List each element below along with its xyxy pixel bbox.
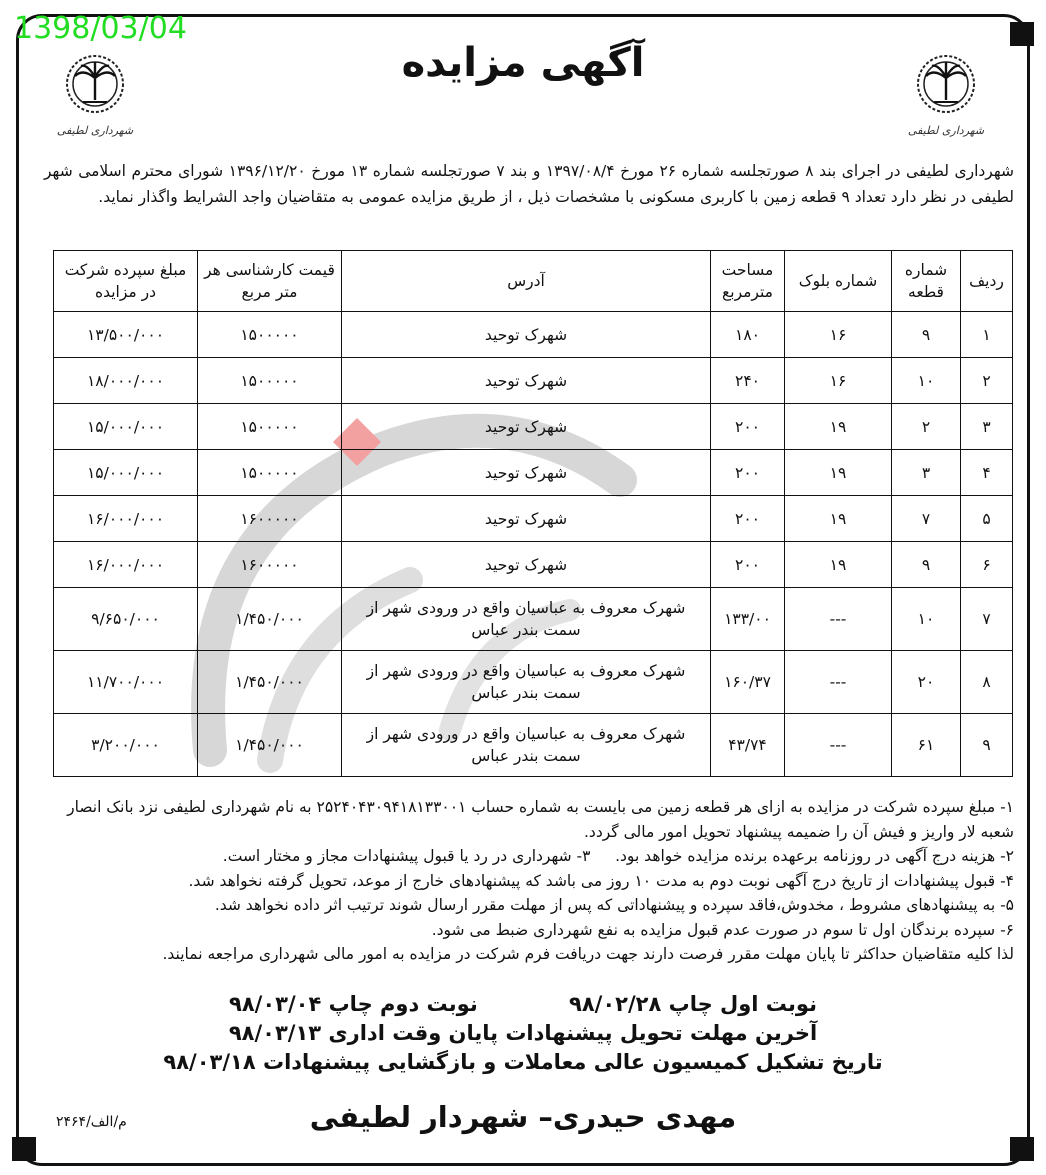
second-print-date: نوبت دوم چاپ ۹۸/۰۳/۰۴ <box>229 992 478 1016</box>
cell-price: ۱۵۰۰۰۰۰ <box>198 404 342 450</box>
terms-notes <box>40 795 1014 967</box>
cell-deposit: ۱۶/۰۰۰/۰۰۰ <box>54 542 198 588</box>
cell-deposit: ۳/۲۰۰/۰۰۰ <box>54 714 198 777</box>
cell-block: ۱۹ <box>785 404 892 450</box>
cell-block: ۱۹ <box>785 496 892 542</box>
cell-address: شهرک معروف به عباسیان واقع در ورودی شهر از سمت بندر عباس <box>342 651 711 714</box>
cell-area: ۴۳/۷۴ <box>711 714 785 777</box>
note-item: ۱- مبلغ سپرده شرکت در مزایده به ازای هر قطعه زمین می بایست به شماره حساب ۲۵۲۴۰۴۳۰۹۴۱۸۱۳۳۰۰۱ به نام شهرداری لطیفی نزد بانک انصار شعبه لار واریز و فیش آن را ضمیمه پیشنهاد تحویل امور مالی گردد. <box>67 798 1014 841</box>
cell-block: --- <box>785 651 892 714</box>
cell-plot: ۲۰ <box>892 651 961 714</box>
header-price: قیمت کارشناسی هر متر مربع <box>198 251 342 312</box>
cell-area: ۲۰۰ <box>711 496 785 542</box>
cell-price: ۱۵۰۰۰۰۰ <box>198 312 342 358</box>
cell-deposit: ۱۵/۰۰۰/۰۰۰ <box>54 404 198 450</box>
table-header-row <box>54 251 1013 312</box>
header-block-number: شماره بلوک <box>785 251 892 312</box>
note-item: ۶- سپرده برندگان اول تا سوم در صورت عدم قبول مزایده به نفع شهرداری ضبط می شود. <box>431 920 1014 939</box>
cell-area: ۲۰۰ <box>711 404 785 450</box>
cell-block: ۱۶ <box>785 358 892 404</box>
cell-price: ۱۵۰۰۰۰۰ <box>198 358 342 404</box>
cell-area: ۱۳۳/۰۰ <box>711 588 785 651</box>
cell-row: ۲ <box>961 358 1013 404</box>
cell-row: ۹ <box>961 714 1013 777</box>
table-row <box>54 714 1013 777</box>
logo-caption: شهرداری لطیفی <box>56 124 134 137</box>
cell-plot: ۱۰ <box>892 588 961 651</box>
cell-address: شهرک توحید <box>342 358 711 404</box>
cell-plot: ۲ <box>892 404 961 450</box>
note-item: ۴- قبول پیشنهادات از تاریخ درج آگهی نوبت دوم به مدت ۱۰ روز می باشد که پیشنهادهای خارج از موعد، تحویل گرفته نخواهد شد. <box>188 871 1014 890</box>
note-item: ۵- به پیشنهادهای مشروط ، مخدوش،فاقد سپرده و پیشنهاداتی که پس از مهلت مقرر ارسال شوند ترتیب اثر داده نخواهد شد. <box>214 896 1014 914</box>
cell-row: ۴ <box>961 450 1013 496</box>
cell-plot: ۶۱ <box>892 714 961 777</box>
cell-row: ۷ <box>961 588 1013 651</box>
cell-plot: ۱۰ <box>892 358 961 404</box>
cell-plot: ۳ <box>892 450 961 496</box>
cell-area: ۲۴۰ <box>711 358 785 404</box>
cell-deposit: ۹/۶۵۰/۰۰۰ <box>54 588 198 651</box>
cell-area: ۱۶۰/۳۷ <box>711 651 785 714</box>
header-row-number: ردیف <box>961 251 1013 312</box>
cell-address: شهرک معروف به عباسیان واقع در ورودی شهر از سمت بندر عباس <box>342 714 711 777</box>
table-row <box>54 404 1013 450</box>
cell-deposit: ۱۶/۰۰۰/۰۰۰ <box>54 496 198 542</box>
table-row <box>54 542 1013 588</box>
table-row <box>54 358 1013 404</box>
page-title: آگهی مزایده <box>401 40 645 86</box>
print-dates-line <box>0 990 1046 1019</box>
cell-block: ۱۹ <box>785 542 892 588</box>
cell-row: ۱ <box>961 312 1013 358</box>
cell-plot: ۹ <box>892 542 961 588</box>
cell-area: ۱۸۰ <box>711 312 785 358</box>
first-print-date: نوبت اول چاپ ۹۸/۰۲/۲۸ <box>569 992 817 1016</box>
date-stamp: 1398/03/04 <box>14 11 187 46</box>
cell-block: ۱۶ <box>785 312 892 358</box>
cell-plot: ۹ <box>892 312 961 358</box>
cell-row: ۵ <box>961 496 1013 542</box>
mayor-signature: مهدی حیدری– شهردار لطیفی <box>309 1100 737 1134</box>
cell-row: ۳ <box>961 404 1013 450</box>
table-row <box>54 588 1013 651</box>
cell-address: شهرک توحید <box>342 312 711 358</box>
table-row <box>54 496 1013 542</box>
cell-deposit: ۱۵/۰۰۰/۰۰۰ <box>54 450 198 496</box>
cell-deposit: ۱۸/۰۰۰/۰۰۰ <box>54 358 198 404</box>
header-deposit: مبلغ سپرده شرکت در مزایده <box>54 251 198 312</box>
cell-address: شهرک توحید <box>342 496 711 542</box>
cell-row: ۸ <box>961 651 1013 714</box>
publication-schedule <box>0 990 1046 1077</box>
note-item: ۲- هزینه درج آگهی در روزنامه برعهده برنده مزایده خواهد بود. ۳- شهرداری در رد یا قبول پیشنهادات مجاز و مختار است. <box>222 847 1014 865</box>
cell-address: شهرک توحید <box>342 542 711 588</box>
logo-caption: شهرداری لطیفی <box>907 124 985 137</box>
table-row <box>54 450 1013 496</box>
cell-price: ۱۶۰۰۰۰۰ <box>198 496 342 542</box>
cell-area: ۲۰۰ <box>711 542 785 588</box>
cell-block: --- <box>785 714 892 777</box>
cell-price: ۱/۴۵۰/۰۰۰ <box>198 588 342 651</box>
corner-mark-bottom-left <box>12 1137 36 1161</box>
cell-price: ۱۵۰۰۰۰۰ <box>198 450 342 496</box>
cell-address: شهرک توحید <box>342 404 711 450</box>
corner-mark-bottom-right <box>1010 1137 1034 1161</box>
table-row <box>54 651 1013 714</box>
cell-address: شهرک معروف به عباسیان واقع در ورودی شهر از سمت بندر عباس <box>342 588 711 651</box>
auction-table <box>53 250 1013 777</box>
cell-price: ۱/۴۵۰/۰۰۰ <box>198 651 342 714</box>
table-row <box>54 312 1013 358</box>
reference-code: م/الف/۲۴۶۴ <box>56 1114 127 1130</box>
cell-plot: ۷ <box>892 496 961 542</box>
cell-price: ۱/۴۵۰/۰۰۰ <box>198 714 342 777</box>
note-item: لذا کلیه متقاضیان حداکثر تا پایان مهلت مقرر فرصت دارند جهت دریافت فرم شرکت در مزایده به امور مالی شهرداری مراجعه نمایند. <box>162 945 1014 963</box>
cell-deposit: ۱۱/۷۰۰/۰۰۰ <box>54 651 198 714</box>
cell-block: --- <box>785 588 892 651</box>
cell-price: ۱۶۰۰۰۰۰ <box>198 542 342 588</box>
cell-address: شهرک توحید <box>342 450 711 496</box>
intro-paragraph: شهرداری لطیفی در اجرای بند ۸ صورتجلسه شماره ۲۶ مورخ ۱۳۹۷/۰۸/۴ و بند ۷ صورتجلسه شماره ۱۳ مورخ ۱۳۹۶/۱۲/۲۰ شورای محترم اسلامی شهر لطیفی در نظر دارد تعداد ۹ قطعه زمین با کاربری مسکونی با مشخصات ذیل ، از طریق مزایده عمومی به متقاضیان واجد الشرایط واگذار نماید. <box>44 162 1014 206</box>
header-address: آدرس <box>342 251 711 312</box>
cell-block: ۱۹ <box>785 450 892 496</box>
header-plot-number: شماره قطعه <box>892 251 961 312</box>
commission-date: تاریخ تشکیل کمیسیون عالی معاملات و بازگشایی پیشنهادات ۹۸/۰۳/۱۸ <box>163 1050 883 1074</box>
cell-area: ۲۰۰ <box>711 450 785 496</box>
submission-deadline: آخرین مهلت تحویل پیشنهادات پایان وقت اداری ۹۸/۰۳/۱۳ <box>228 1021 818 1045</box>
cell-row: ۶ <box>961 542 1013 588</box>
cell-deposit: ۱۳/۵۰۰/۰۰۰ <box>54 312 198 358</box>
header-area: مساحت مترمربع <box>711 251 785 312</box>
